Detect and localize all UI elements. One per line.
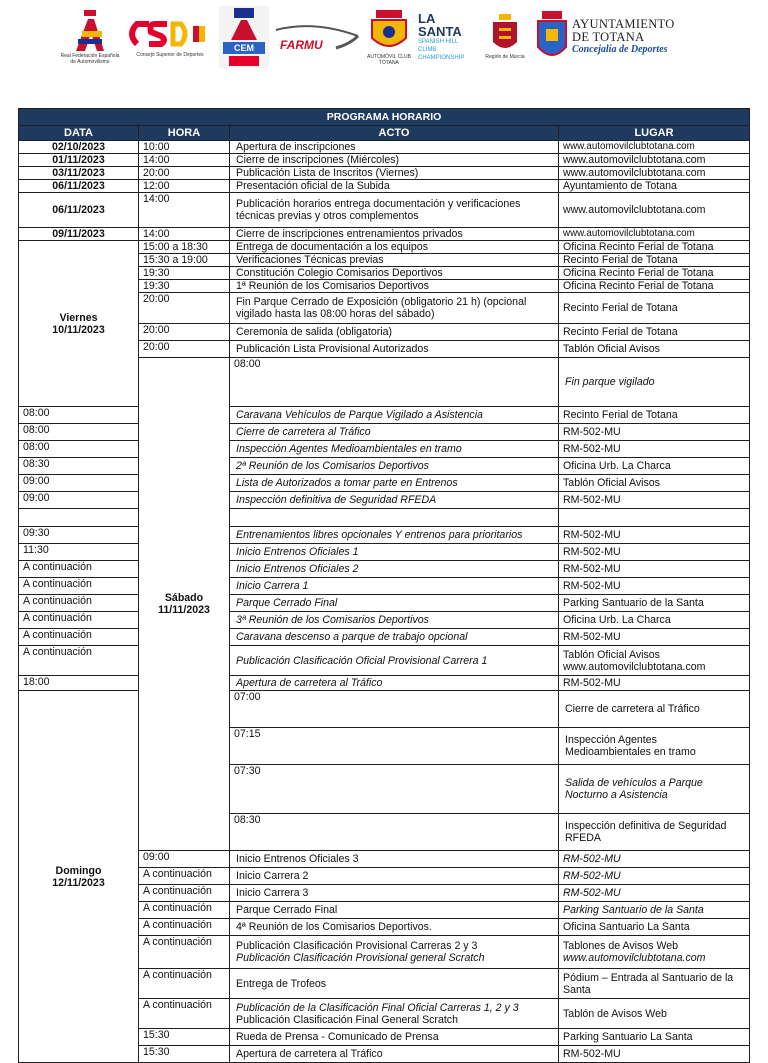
acto-cell: Publicación horarios entrega documentación y verificaciones técnicas previas y otros complementos [230,193,559,228]
lugar-cell: RM-502-MU [559,527,750,544]
table-row [19,193,750,228]
table-row [19,154,750,167]
hora-cell: A continuación [19,561,139,578]
acto-cell: Publicación Clasificación Oficial Provisional Carrera 1 [230,646,559,676]
acto-cell: Inicio Carrera 2 [230,868,559,885]
hora-cell: A continuación [139,885,230,902]
acto-cell: Verificaciones Técnicas previas [230,254,559,267]
lugar-cell [559,936,750,969]
hora-cell: 08:00 [19,424,139,441]
acto-cell: Caravana Vehículos de Parque Vigilado a Asistencia [230,407,559,424]
header-data: DATA [19,126,139,141]
acto-cell: Cierre de carretera al Tráfico [230,424,559,441]
hora-cell: 09:30 [19,527,139,544]
rfeda-logo [58,6,122,68]
lugar-cell: Recinto Ferial de Totana [559,254,750,267]
acto-cell: Constitución Colegio Comisarios Deportivos [230,267,559,280]
hora-cell: 08:00 [19,407,139,424]
acto-cell: Lista de Autorizados a tomar parte en Entrenos [230,475,559,492]
lugar-cell: Parking Santuario de la Santa [559,902,750,919]
hora-cell: 08:30 [19,458,139,475]
hora-cell: A continuación [19,612,139,629]
acto-cell: Inicio Carrera 1 [230,578,559,595]
lugar-cell: RM-502-MU [559,1046,750,1063]
region-murcia-logo [478,6,532,68]
club-crest-icon [366,8,412,54]
club-caption: AUTOMÓVIL CLUB TOTANA [367,54,411,66]
acto-cell: Entrenamientos libres opcionales Y entrenos para prioritarios [230,527,559,544]
date-cell: 09/11/2023 [19,228,139,241]
lugar-cell: RM-502-MU [559,868,750,885]
acto-cell: Publicación Lista Provisional Autorizados [230,341,559,358]
totana-crest-icon [536,11,568,63]
lugar-cell: RM-502-MU [559,885,750,902]
acto-cell: Entrega de documentación a los equipos [230,241,559,254]
date-cell: 06/11/2023 [19,180,139,193]
la-santa-subtitle: SPANISH HILL CLIMB CHAMPIONSHIP [418,39,465,61]
acto-cell: 3ª Reunión de los Comisarios Deportivos [230,612,559,629]
hora-cell: 19:30 [139,280,230,293]
lugar-cell: Recinto Ferial de Totana [559,324,750,341]
table-row [19,228,750,241]
acto-line: Publicación Clasificación Final General Scratch [236,1013,458,1026]
hora-cell: 09:00 [139,851,230,868]
lugar-cell: Tablón Oficial Avisos [559,475,750,492]
hora-cell: 14:00 [139,193,230,228]
farmu-text: FARMU [280,38,323,52]
acto-cell: Apertura de carretera al Tráfico [230,1046,559,1063]
la-santa-logo [418,6,470,68]
lugar-cell: Parking Santuario La Santa [559,1029,750,1046]
lugar-cell: RM-502-MU [559,561,750,578]
date-cell: 02/10/2023 [19,141,139,154]
ayto-line-2: DE TOTANA [572,30,645,44]
lugar-cell: RM-502-MU [559,676,750,691]
murcia-crest-icon [491,14,519,54]
date-cell: Viernes 10/11/2023 [19,241,139,407]
table-row [19,167,750,180]
hora-cell: A continuación [19,595,139,612]
acto-cell: Inicio Carrera 3 [230,885,559,902]
acto-cell: Salida de vehículos a Parque Nocturno a Asistencia [559,765,750,814]
lugar-cell: RM-502-MU [559,424,750,441]
hora-cell [19,509,139,527]
lugar-cell: RM-502-MU [559,629,750,646]
hora-cell: A continuación [19,629,139,646]
table-row [19,424,750,441]
automovil-club-totana-logo [364,6,414,68]
acto-cell [230,936,559,969]
date-cell: Domingo 12/11/2023 [19,691,139,1063]
table-row [19,544,750,561]
hora-cell: 15:00 a 18:30 [139,241,230,254]
acto-cell: Fin Parque Cerrado de Exposición (obligatorio 21 h) (opcional vigilado hasta las 08:00 horas del sábado) [230,293,559,324]
lugar-cell: RM-502-MU [559,578,750,595]
lugar-cell: Oficina Recinto Ferial de Totana [559,241,750,254]
acto-cell: 1ª Reunión de los Comisarios Deportivos [230,280,559,293]
acto-cell: Apertura de inscripciones [230,141,559,154]
lugar-line: Tablones de Avisos Web [563,940,679,952]
hora-cell: 11:30 [19,544,139,561]
lugar-cell: RM-502-MU [559,492,750,509]
hora-cell: 07:00 [230,691,559,728]
ayto-line-1: AYUNTAMIENTO [572,17,675,31]
table-row [19,595,750,612]
acto-line: Publicación Clasificación Provisional Carreras 2 y 3 [236,940,478,952]
farmu-logo [274,6,360,68]
cem-emblem-icon [219,6,269,68]
table-row [19,141,750,154]
acto-line: Publicación de la Clasificación Final Oficial Carreras 1, 2 y 3 [236,1001,519,1014]
acto-cell: 4ª Reunión de los Comisarios Deportivos. [230,919,559,936]
acto-cell: Rueda de Prensa - Comunicado de Prensa [230,1029,559,1046]
acto-line: Publicación Clasificación Provisional general Scratch [236,952,485,964]
cem-logo [218,6,270,68]
acto-cell: Inspección definitiva de Seguridad RFEDA [230,492,559,509]
hora-cell: 20:00 [139,293,230,324]
hora-cell: 12:00 [139,180,230,193]
hora-cell: 08:30 [230,814,559,851]
lugar-cell: www.automovilclubtotana.com [559,154,750,167]
hora-cell: 09:00 [19,492,139,509]
acto-cell: Parque Cerrado Final [230,595,559,612]
acto-cell: Presentación oficial de la Subida [230,180,559,193]
hora-cell: 20:00 [139,341,230,358]
hora-cell: 20:00 [139,324,230,341]
date-cell: 01/11/2023 [19,154,139,167]
lugar-cell: Ayuntamiento de Totana [559,180,750,193]
acto-cell: Publicación Lista de Inscritos (Viernes) [230,167,559,180]
lugar-cell: www.automovilclubtotana.com [559,228,750,241]
lugar-cell: Oficina Recinto Ferial de Totana [559,267,750,280]
program-schedule-table [18,108,750,1063]
acto-cell: Caravana descenso a parque de trabajo opcional [230,629,559,646]
rfeda-caption: Real Federación Española de Automovilismo [60,53,120,65]
lugar-cell: Recinto Ferial de Totana [559,293,750,324]
murcia-caption: Región de Murcia [485,54,525,60]
lugar-cell: www.automovilclubtotana.com [559,141,750,154]
table-row [19,180,750,193]
hora-cell: 08:00 [230,358,559,407]
table-row [19,527,750,544]
acto-cell: Apertura de carretera al Tráfico [230,676,559,691]
hora-cell: 07:15 [230,728,559,765]
hora-cell: A continuación [139,999,230,1029]
lugar-line: www.automovilclubtotana.com [563,952,706,964]
table-row [19,441,750,458]
acto-cell: Parque Cerrado Final [230,902,559,919]
table-row [19,475,750,492]
lugar-cell: Pódium – Entrada al Santuario de la Santa [559,969,750,999]
table-title: PROGRAMA HORARIO [19,109,750,126]
hora-cell: 08:00 [19,441,139,458]
table-row [19,458,750,475]
lugar-cell: Tablón Oficial Avisos [559,341,750,358]
hora-cell: A continuación [139,902,230,919]
acto-cell: Inicio Entrenos Oficiales 2 [230,561,559,578]
hora-cell: 14:00 [139,228,230,241]
acto-cell [230,509,559,527]
header-hora: HORA [139,126,230,141]
lugar-cell: Oficina Urb. La Charca [559,612,750,629]
lugar-cell: RM-502-MU [559,544,750,561]
table-row [19,646,750,676]
table-row [19,561,750,578]
hora-cell: A continuación [19,578,139,595]
hora-cell: 07:30 [230,765,559,814]
acto-cell: Inspección Agentes Medioambientales en tramo [230,441,559,458]
acto-cell: Fin parque vigilado [559,358,750,407]
sponsor-logos-bar [58,6,688,68]
la-santa-text: LA SANTA [418,11,462,39]
hora-cell: A continuación [139,868,230,885]
lugar-cell: Tablón de Avisos Web [559,999,750,1029]
csd-caption: Consejo Superior de Deportes [136,52,204,58]
rfeda-emblem-icon [70,9,110,53]
acto-cell: Cierre de inscripciones entrenamientos privados [230,228,559,241]
lugar-cell: Recinto Ferial de Totana [559,407,750,424]
acto-cell: Ceremonia de salida (obligatoria) [230,324,559,341]
header-acto: ACTO [230,126,559,141]
lugar-cell: Tablón Oficial Avisos www.automovilclubtotana.com [559,646,750,676]
acto-cell: Cierre de inscripciones (Miércoles) [230,154,559,167]
hora-cell: 10:00 [139,141,230,154]
hora-cell: A continuación [139,969,230,999]
lugar-cell: RM-502-MU [559,441,750,458]
table-row [19,629,750,646]
lugar-cell: Oficina Recinto Ferial de Totana [559,280,750,293]
acto-cell: Inicio Entrenos Oficiales 1 [230,544,559,561]
lugar-cell: Oficina Santuario La Santa [559,919,750,936]
hora-cell: 14:00 [139,154,230,167]
table-row [19,509,750,527]
lugar-cell: Parking Santuario de la Santa [559,595,750,612]
csd-logo [126,6,214,68]
hora-cell: A continuación [139,919,230,936]
table-row [19,492,750,509]
table-row [19,612,750,629]
acto-cell: Cierre de carretera al Tráfico [559,691,750,728]
acto-cell: Inspección Agentes Medioambientales en tramo [559,728,750,765]
ayto-line-3: Concejalía de Deportes [572,44,668,55]
hora-cell: 15:30 a 19:00 [139,254,230,267]
hora-cell: A continuación [19,646,139,676]
date-cell: Sábado 11/11/2023 [139,358,230,851]
table-row [19,241,750,254]
lugar-cell: RM-502-MU [559,851,750,868]
table-row [19,691,750,728]
ayto-text-block [572,18,675,56]
table-row [19,676,750,691]
table-row [19,407,750,424]
acto-cell: Inicio Entrenos Oficiales 3 [230,851,559,868]
csd-emblem-icon [127,16,213,52]
ayuntamiento-totana-logo [536,6,688,68]
hora-cell: 09:00 [19,475,139,492]
lugar-cell: www.automovilclubtotana.com [559,167,750,180]
acto-cell: Entrega de Trofeos [230,969,559,999]
hora-cell: 20:00 [139,167,230,180]
acto-cell [230,999,559,1029]
hora-cell: A continuación [139,936,230,969]
date-cell: 03/11/2023 [19,167,139,180]
hora-cell: 15:30 [139,1046,230,1063]
acto-cell: 2ª Reunión de los Comisarios Deportivos [230,458,559,475]
lugar-cell: www.automovilclubtotana.com [559,193,750,228]
lugar-cell [559,509,750,527]
header-lugar: LUGAR [559,126,750,141]
table-row [19,578,750,595]
hora-cell: 18:00 [19,676,139,691]
acto-cell: Inspección definitiva de Seguridad RFEDA [559,814,750,851]
hora-cell: 15:30 [139,1029,230,1046]
lugar-cell: Oficina Urb. La Charca [559,458,750,475]
date-cell: 06/11/2023 [19,193,139,228]
cem-text: CEM [234,43,254,53]
hora-cell: 19:30 [139,267,230,280]
